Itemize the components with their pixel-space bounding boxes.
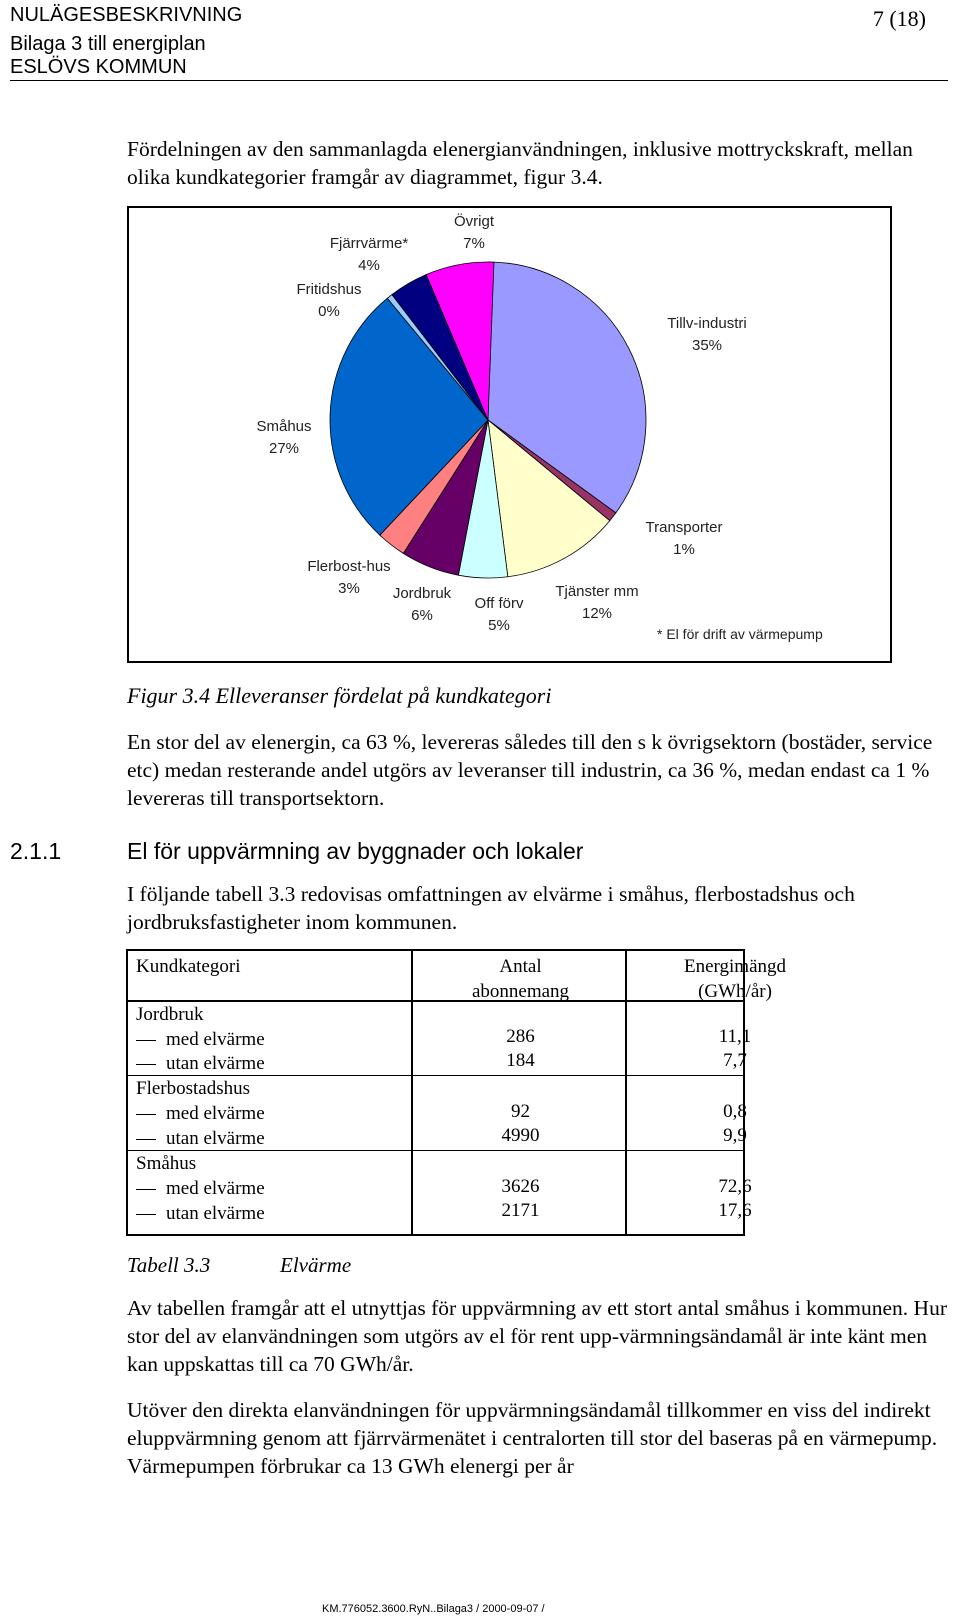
header-document-title: NULÄGESBESKRIVNING: [10, 4, 243, 26]
table-caption-number: Tabell 3.3: [127, 1253, 211, 1277]
elvarme-table: [126, 949, 786, 1236]
table-header-energy-line2: (GWh/år): [698, 981, 772, 1002]
pie-label-name: Tjänster mm: [555, 583, 639, 600]
pie-label-value: 4%: [358, 257, 380, 274]
chart-footnote: * El för drift av värmepump: [657, 626, 823, 642]
table-cell-count: 184: [506, 1050, 535, 1071]
table-cell-count: 92: [511, 1101, 530, 1122]
body-paragraph-1: En stor del av elenergin, ca 63 %, levereras således till den s k övrigsektorn (bostäder, service etc) medan resterande andel utgörs av leveranser till industrin, ca 36 %, medan endast ca 1 % levereras till transportsektorn.: [127, 730, 933, 810]
pie-label-value: 6%: [411, 607, 433, 624]
table-row-label: [136, 1201, 265, 1226]
table-row-label: [136, 1126, 265, 1151]
pie-label-name: Fjärrvärme*: [329, 235, 409, 252]
table-row-label: [136, 1051, 265, 1076]
table-cell-energy: 9,9: [723, 1125, 747, 1146]
table-header-energy: [630, 954, 840, 1004]
pie-label-value: 35%: [691, 337, 723, 354]
table-header-count: [418, 954, 623, 1004]
table-caption-title: Elvärme: [280, 1253, 352, 1277]
table-group-label: Flerbostadshus: [136, 1078, 250, 1099]
pie-label-name: Fritidshus: [296, 281, 362, 298]
table-cell-count: 286: [506, 1026, 535, 1047]
table-divider: [411, 951, 413, 1234]
section-heading: El för uppvärmning av byggnader och lokaler: [127, 838, 584, 864]
dash-icon: [136, 1214, 156, 1215]
table-cell-energy: 72,6: [718, 1176, 752, 1197]
body-paragraph-4: Utöver den direkta elanvändningen för uppvärmningsändamål tillkommer en viss del indirekt eluppvärmning genom att fjärrvärmenätet i centralorten till stor del baseras på en värmepump. Värmepumpen förbrukar ca 13 GWh elenergi per år: [127, 1398, 938, 1478]
table-row-label-text: med elvärme: [166, 1029, 265, 1050]
header-divider: [10, 80, 948, 81]
dash-icon: [136, 1040, 156, 1041]
pie-label-name: Off förv: [474, 595, 524, 612]
figure-caption: Figur 3.4 Elleveranser fördelat på kundkategori: [127, 683, 552, 708]
pie-chart: [129, 208, 890, 661]
table-header-category: Kundkategori: [136, 956, 241, 977]
table-cell-energy: 11,1: [718, 1026, 752, 1047]
footer-reference: KM.776052.3600.RyN..Bilaga3 / 2000-09-07 /: [322, 1603, 545, 1615]
pie-label-value: 3%: [338, 580, 360, 597]
pie-label-value: 12%: [581, 605, 613, 622]
table-row-label: [136, 1101, 265, 1126]
body-paragraph-2: I följande tabell 3.3 redovisas omfattningen av elvärme i småhus, flerbostadshus och jordbruksfastigheter inom kommunen.: [127, 882, 855, 934]
pie-label-name: Tillv-industri: [667, 315, 747, 332]
table-group-label: Småhus: [136, 1153, 197, 1174]
pie-label-name: Övrigt: [453, 213, 495, 230]
intro-paragraph: Fördelningen av den sammanlagda elenergianvändningen, inklusive mottryckskraft, mellan olika kundkategorier framgår av diagrammet, figur 3.4.: [127, 137, 913, 189]
dash-icon: [136, 1139, 156, 1140]
table-row-label-text: utan elvärme: [166, 1128, 265, 1149]
table-cell-count: 3626: [501, 1176, 540, 1197]
pie-label-value: 0%: [318, 303, 340, 320]
body-paragraph-3: Av tabellen framgår att el utnyttjas för uppvärmning av ett stort antal småhus i kommunen. Hur stor del av elanvändningen som utgörs av el för rent upp-värmningsändamål är inte känt men kan uppskattas till ca 70 GWh/år.: [127, 1296, 947, 1376]
table-divider: [625, 951, 627, 1234]
pie-label-name: Småhus: [256, 418, 312, 435]
table-cell-count: 4990: [501, 1125, 540, 1146]
table-row-label-text: utan elvärme: [166, 1203, 265, 1224]
table-cell-energy: 0,8: [723, 1101, 747, 1122]
pie-label-value: 1%: [673, 541, 695, 558]
table-cell-energy: 17,6: [718, 1200, 752, 1221]
dash-icon: [136, 1189, 156, 1190]
section-number: 2.1.1: [10, 838, 62, 864]
table-group-label: Jordbruk: [136, 1004, 204, 1025]
pie-chart-frame: [127, 206, 892, 663]
pie-label-value: 7%: [463, 235, 485, 252]
pie-label-value: 5%: [488, 617, 510, 634]
table-header-count-line2: abonnemang: [471, 981, 570, 1002]
header-page-number: 7 (18): [872, 6, 926, 31]
dash-icon: [136, 1114, 156, 1115]
table-cell-count: 2171: [501, 1200, 540, 1221]
pie-label-name: Transporter: [645, 519, 723, 536]
table-row-label-text: med elvärme: [166, 1178, 265, 1199]
table-row-label-text: med elvärme: [166, 1103, 265, 1124]
table-header-count-line1: Antal: [499, 956, 542, 977]
pie-label-name: Flerbost-hus: [307, 558, 391, 575]
table-row-label-text: utan elvärme: [166, 1053, 265, 1074]
table-row-label: [136, 1176, 265, 1201]
table-cell-energy: 7,7: [723, 1050, 747, 1071]
dash-icon: [136, 1064, 156, 1065]
table-row-label: [136, 1027, 265, 1052]
table-header-energy-line1: Energimängd: [683, 956, 786, 977]
header-organization: ESLÖVS KOMMUN: [10, 56, 187, 78]
header-subtitle: Bilaga 3 till energiplan: [10, 33, 206, 55]
pie-label-value: 27%: [268, 440, 300, 457]
pie-label-name: Jordbruk: [392, 585, 452, 602]
